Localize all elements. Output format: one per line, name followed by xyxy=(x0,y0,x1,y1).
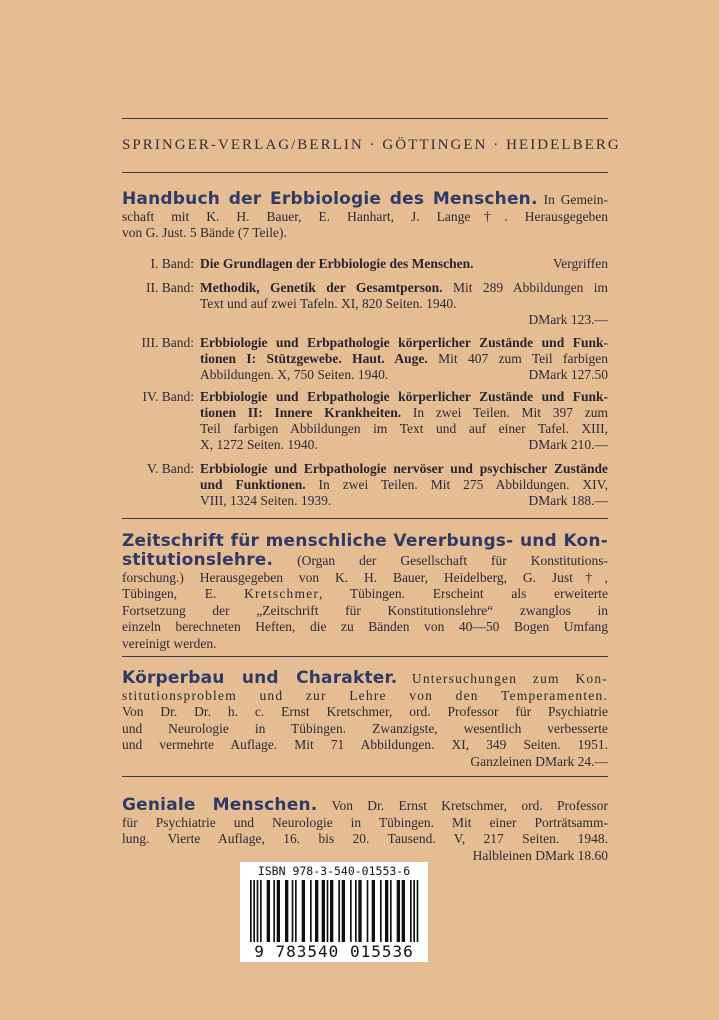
band-2-l1-rest: Mit 289 Abbildungen im xyxy=(452,280,609,295)
barcode-bar xyxy=(310,880,312,942)
isbn-label: ISBN 978-3-540-01553-6 xyxy=(257,864,411,878)
band-3-title-l1: Erbbiologie und Erbpathologie körperlicher Zustände und Funk- xyxy=(200,335,608,350)
koerperbau-l5: und vermehrte Auflage. Mit 71 Abbildungen. XI, 349 Seiten. 1951. xyxy=(122,737,608,752)
koerperbau-l4: und Neurologie in Tübingen. Zwanzigste, wesentlich verbesserte xyxy=(122,720,608,736)
band-2-title: Methodik, Genetik der Gesamtperson. xyxy=(200,280,443,295)
band-3-label: III. Band: xyxy=(141,335,194,350)
geniale-l2: für Psychiatrie und Neurologie in Tübingen. Mit einer Porträtsamm- xyxy=(122,814,608,830)
barcode-bar xyxy=(302,880,305,942)
zeitschrift-l7: vereinigt werden. xyxy=(122,635,217,651)
top-rule xyxy=(122,118,608,119)
section-rule-1 xyxy=(122,518,608,519)
barcode-bar xyxy=(277,880,280,942)
zeitschrift-l3: forschung.) Herausgegeben von K. H. Bauer, Heidelberg, G. Just†, xyxy=(122,569,608,585)
band-1-title: Die Grundlagen der Erbbiologie des Menschen. xyxy=(200,256,474,271)
barcode-bar xyxy=(257,880,259,942)
band-1-price: Vergriffen xyxy=(553,256,608,271)
barcode-bar xyxy=(385,880,388,942)
zeitschrift-title-l1: Zeitschrift für menschliche Vererbungs- und Kon- xyxy=(122,531,608,551)
band-4-price: DMark 210.— xyxy=(528,437,608,452)
barcode-bar xyxy=(350,880,352,942)
handbuch-intro-l3: von G. Just. 5 Bände (7 Teile). xyxy=(122,225,287,240)
barcode-bar xyxy=(342,880,345,942)
band-5-l2-rest: In zwei Teilen. Mit 275 Abbildungen. XIV, xyxy=(318,477,608,492)
geniale-entry xyxy=(122,797,608,864)
barcode-bar xyxy=(260,880,262,942)
barcode-bar xyxy=(253,880,255,942)
barcode-bar xyxy=(292,880,294,942)
barcode-bar xyxy=(413,880,415,942)
band-3-l2-rest: Mit 407 zum Teil farbigen xyxy=(438,351,608,366)
geniale-l1-rest: Von Dr. Ernst Kretschmer, ord. Professor xyxy=(331,798,608,813)
section-rule-3 xyxy=(122,776,608,777)
zeitschrift-title-l2: stitutionslehre. xyxy=(122,550,274,570)
barcode-bar xyxy=(390,880,392,942)
barcode-bar xyxy=(410,880,412,942)
band-4-l2-rest: In zwei Teilen. Mit 397 zum xyxy=(412,405,608,420)
isbn-number: 9 783540 015536 xyxy=(254,942,414,961)
koerperbau-entry xyxy=(122,670,608,770)
barcode-bar xyxy=(397,880,400,942)
handbuch-intro-l2: schaft mit K. H. Bauer, E. Hanhart, J. Lange†. Herausgegeben xyxy=(122,208,608,224)
barcode-bar xyxy=(322,880,325,942)
handbuch-title: Handbuch der Erbbiologie des Menschen. xyxy=(122,189,538,209)
barcode-bars xyxy=(250,880,420,942)
handbuch-intro-first: In Gemein- xyxy=(543,192,608,207)
band-4-label: IV. Band: xyxy=(142,389,194,404)
barcode-bar xyxy=(372,880,375,942)
barcode-bar xyxy=(285,880,288,942)
barcode-bar xyxy=(250,880,252,942)
barcode-bar xyxy=(358,880,361,942)
geniale-title: Geniale Menschen. xyxy=(122,795,318,815)
band-5-title-l2: und Funktionen. xyxy=(200,477,306,492)
barcode-bar xyxy=(417,880,419,942)
koerperbau-title: Körperbau und Charakter. xyxy=(122,668,398,688)
barcode-bar xyxy=(380,880,382,942)
geniale-l3: lung. Vierte Auflage, 16. bis 20. Tausend. V, 217 Seiten. 1948. xyxy=(122,831,608,846)
band-3-title-l2: tionen I: Stützgewebe. Haut. Auge. xyxy=(200,351,428,366)
barcode-bar xyxy=(330,880,333,942)
koerperbau-l3: Von Dr. Dr. h. c. Ernst Kretschmer, ord. Professor für Psychiatrie xyxy=(122,704,608,719)
isbn-barcode xyxy=(240,862,428,962)
zeitschrift-l4-a: Tübingen, E. xyxy=(122,586,245,601)
band-5-l3: VIII, 1324 Seiten. 1939. xyxy=(200,493,332,508)
band-2-label: II. Band: xyxy=(146,280,194,295)
zeitschrift-l6: einzeln berechneten Heften, die zu Bänden von 40—50 Bogen Umfang xyxy=(122,619,608,634)
barcode-bar xyxy=(402,880,405,942)
koerperbau-price: Ganzleinen DMark 24.— xyxy=(470,753,608,769)
handbuch-intro xyxy=(122,191,608,242)
band-3-l3: Abbildungen. X, 750 Seiten. 1940. xyxy=(200,367,389,382)
band-4-l4: X, 1272 Seiten. 1940. xyxy=(200,437,318,452)
zeitschrift-l2-rest: (Organ der Gesellschaft für Konstitutions- xyxy=(297,553,609,568)
band-5-label: V. Band: xyxy=(146,461,194,476)
band-5-title-l1: Erbbiologie und Erbpathologie nervöser und psychischer Zustände xyxy=(200,461,608,476)
band-1-label: I. Band: xyxy=(150,256,194,271)
band-4-title-l2: tionen II: Innere Krankheiten. xyxy=(200,405,402,420)
publisher-rule xyxy=(122,172,608,173)
band-3-price: DMark 127.50 xyxy=(528,367,608,382)
barcode-bar xyxy=(267,880,270,942)
barcode-bar xyxy=(273,880,275,942)
band-2-l2: Text und auf zwei Tafeln. XI, 820 Seiten. 1940. xyxy=(200,296,457,311)
band-4-title-l1: Erbbiologie und Erbpathologie körperlicher Zustände und Funk- xyxy=(200,389,608,404)
band-2-price: DMark 123.— xyxy=(528,312,608,327)
publisher-line: SPRINGER-VERLAG/BERLIN · GÖTTINGEN · HEIDELBERG xyxy=(122,137,621,153)
zeitschrift-entry xyxy=(122,530,608,652)
barcode-bar xyxy=(327,880,329,942)
barcode-bar xyxy=(315,880,318,942)
barcode-bar xyxy=(355,880,357,942)
koerperbau-l2: stitutionsproblem und zur Lehre von den Temperamenten. xyxy=(122,687,608,703)
section-rule-2 xyxy=(122,656,608,657)
koerperbau-l1-rest: Untersuchungen zum Kon- xyxy=(411,671,608,686)
barcode-bar xyxy=(338,880,340,942)
barcode-bar xyxy=(367,880,369,942)
zeitschrift-l5: Fortsetzung der „Zeitschrift für Konstitutionslehre“ zwanglos in xyxy=(122,602,608,618)
barcode-bar xyxy=(295,880,297,942)
band-5-price: DMark 188.— xyxy=(528,493,608,508)
band-4-l3: Teil farbigen Abbildungen im Text und auf einer Tafel. XIII, xyxy=(200,421,608,436)
geniale-price: Halbleinen DMark 18.60 xyxy=(472,847,608,863)
zeitschrift-l4-c: , Tübingen. Erscheint als erweiterte xyxy=(319,586,608,601)
zeitschrift-l4-b: Kretschmer xyxy=(244,586,320,601)
